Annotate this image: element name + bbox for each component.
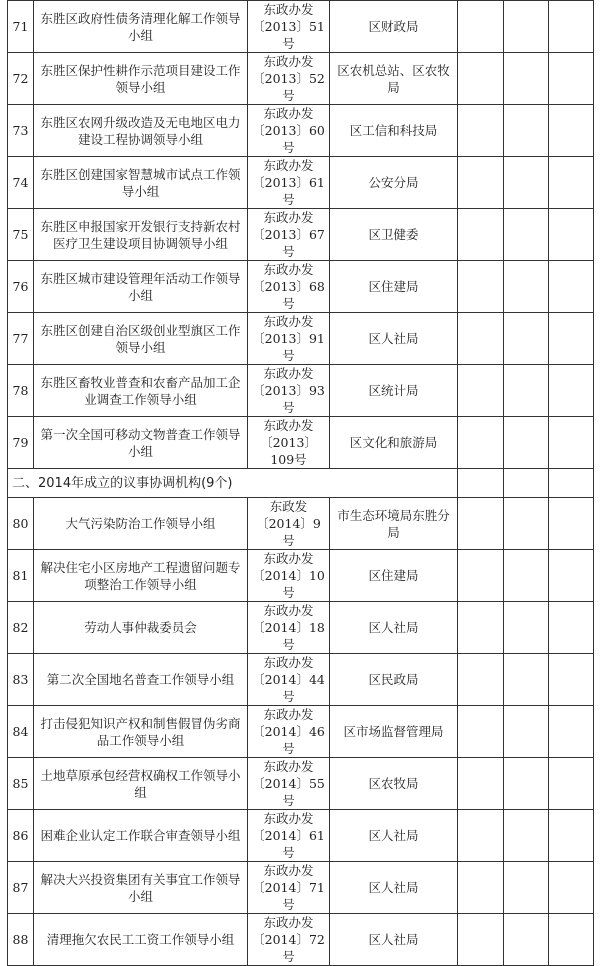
blank-cell [458, 365, 504, 417]
blank-cell [458, 758, 504, 810]
blank-cell [458, 810, 504, 862]
section-title: 二、2014年成立的议事协调机构(9个) [8, 469, 458, 498]
row-number: 74 [8, 157, 34, 209]
blank-cell [504, 417, 549, 469]
document-number: 东政办发〔2014〕46号 [248, 706, 330, 758]
blank-cell [458, 1, 504, 53]
agency-name: 大气污染防治工作领导小组 [34, 498, 248, 550]
blank-cell [458, 157, 504, 209]
row-number: 87 [8, 862, 34, 914]
lead-department: 区住建局 [330, 261, 458, 313]
row-number: 86 [8, 810, 34, 862]
table-row [8, 654, 594, 706]
table-row [8, 550, 594, 602]
agency-name: 东胜区城市建设管理年活动工作领导小组 [34, 261, 248, 313]
blank-cell [458, 550, 504, 602]
lead-department: 区农机总站、区农牧局 [330, 53, 458, 105]
blank-cell [504, 550, 549, 602]
document-number: 东政办发〔2013〕68号 [248, 261, 330, 313]
blank-cell [504, 313, 549, 365]
table-body-2014 [8, 498, 594, 966]
agency-name: 东胜区创建自治区级创业型旗区工作领导小组 [34, 313, 248, 365]
agency-name: 东胜区创建国家智慧城市试点工作领导小组 [34, 157, 248, 209]
blank-cell [549, 550, 594, 602]
row-number: 78 [8, 365, 34, 417]
row-number: 72 [8, 53, 34, 105]
blank-cell [504, 365, 549, 417]
blank-cell [458, 706, 504, 758]
document-number: 东政办发〔2013〕61号 [248, 157, 330, 209]
row-number: 75 [8, 209, 34, 261]
document-number: 东政办发〔2013〕60号 [248, 105, 330, 157]
agency-name: 解决住宅小区房地产工程遗留问题专项整治工作领导小组 [34, 550, 248, 602]
blank-cell [504, 810, 549, 862]
row-number: 83 [8, 654, 34, 706]
lead-department: 区文化和旅游局 [330, 417, 458, 469]
row-number: 80 [8, 498, 34, 550]
agency-name: 东胜区畜牧业普查和农畜产品加工企业调查工作领导小组 [34, 365, 248, 417]
row-number: 71 [8, 1, 34, 53]
row-number: 81 [8, 550, 34, 602]
lead-department: 区人社局 [330, 602, 458, 654]
lead-department: 公安分局 [330, 157, 458, 209]
table-section-2014 [8, 469, 594, 498]
table-row [8, 862, 594, 914]
lead-department: 区统计局 [330, 365, 458, 417]
lead-department: 区市场监督管理局 [330, 706, 458, 758]
blank-cell [549, 261, 594, 313]
table-row [8, 417, 594, 469]
blank-cell [549, 469, 594, 498]
blank-cell [458, 209, 504, 261]
lead-department: 区卫健委 [330, 209, 458, 261]
lead-department: 区财政局 [330, 1, 458, 53]
row-number: 84 [8, 706, 34, 758]
table-row [8, 758, 594, 810]
document-number: 东政办发〔2013〕51号 [248, 1, 330, 53]
table-body-2013 [8, 1, 594, 469]
blank-cell [504, 498, 549, 550]
blank-cell [504, 1, 549, 53]
blank-cell [458, 53, 504, 105]
blank-cell [504, 654, 549, 706]
blank-cell [549, 810, 594, 862]
blank-cell [549, 654, 594, 706]
document-number: 东政发〔2014〕9号 [248, 498, 330, 550]
lead-department: 区住建局 [330, 550, 458, 602]
document-number: 东政办发〔2013〕52号 [248, 53, 330, 105]
row-number: 79 [8, 417, 34, 469]
agency-name: 东胜区申报国家开发银行支持新农村医疗卫生建设项目协调领导小组 [34, 209, 248, 261]
blank-cell [549, 365, 594, 417]
table-row [8, 209, 594, 261]
blank-cell [504, 53, 549, 105]
lead-department: 区人社局 [330, 810, 458, 862]
document-number: 东政办发〔2014〕44号 [248, 654, 330, 706]
table-row [8, 313, 594, 365]
blank-cell [549, 602, 594, 654]
table-row [8, 602, 594, 654]
table-row [8, 1, 594, 53]
blank-cell [549, 758, 594, 810]
blank-cell [458, 105, 504, 157]
lead-department: 区农牧局 [330, 758, 458, 810]
blank-cell [458, 654, 504, 706]
document-number: 东政办发〔2013〕67号 [248, 209, 330, 261]
agency-name: 东胜区政府性债务清理化解工作领导小组 [34, 1, 248, 53]
blank-cell [504, 758, 549, 810]
blank-cell [504, 862, 549, 914]
table-row [8, 105, 594, 157]
blank-cell [504, 157, 549, 209]
lead-department: 区人社局 [330, 914, 458, 966]
section-header-row [8, 469, 594, 498]
agency-name: 打击侵犯知识产权和制售假冒伪劣商品工作领导小组 [34, 706, 248, 758]
agency-name: 清理拖欠农民工工资工作领导小组 [34, 914, 248, 966]
document-number: 东政办发〔2013〕109号 [248, 417, 330, 469]
blank-cell [458, 313, 504, 365]
agency-name: 东胜区农网升级改造及无电地区电力建设工程协调领导小组 [34, 105, 248, 157]
lead-department: 区工信和科技局 [330, 105, 458, 157]
agency-name: 困难企业认定工作联合审查领导小组 [34, 810, 248, 862]
document-number: 东政办发〔2014〕61号 [248, 810, 330, 862]
blank-cell [549, 706, 594, 758]
row-number: 82 [8, 602, 34, 654]
row-number: 77 [8, 313, 34, 365]
table-row [8, 498, 594, 550]
document-number: 东政办发〔2014〕55号 [248, 758, 330, 810]
blank-cell [549, 53, 594, 105]
blank-cell [549, 105, 594, 157]
blank-cell [458, 417, 504, 469]
row-number: 73 [8, 105, 34, 157]
document-number: 东政办发〔2014〕18号 [248, 602, 330, 654]
coordination-agencies-table [7, 0, 594, 966]
blank-cell [549, 1, 594, 53]
blank-cell [504, 706, 549, 758]
row-number: 88 [8, 914, 34, 966]
blank-cell [549, 417, 594, 469]
table-row [8, 706, 594, 758]
row-number: 85 [8, 758, 34, 810]
table-row [8, 157, 594, 209]
blank-cell [504, 914, 549, 966]
blank-cell [549, 862, 594, 914]
blank-cell [549, 209, 594, 261]
blank-cell [458, 914, 504, 966]
agency-name: 解决大兴投资集团有关事宜工作领导小组 [34, 862, 248, 914]
blank-cell [458, 862, 504, 914]
blank-cell [504, 469, 549, 498]
agency-name: 东胜区保护性耕作示范项目建设工作领导小组 [34, 53, 248, 105]
document-number: 东政办发〔2014〕72号 [248, 914, 330, 966]
blank-cell [458, 261, 504, 313]
blank-cell [549, 313, 594, 365]
table-row [8, 365, 594, 417]
blank-cell [504, 105, 549, 157]
agency-name: 第二次全国地名普查工作领导小组 [34, 654, 248, 706]
document-number: 东政办发〔2013〕93号 [248, 365, 330, 417]
agency-name: 劳动人事仲裁委员会 [34, 602, 248, 654]
lead-department: 区民政局 [330, 654, 458, 706]
blank-cell [504, 261, 549, 313]
lead-department: 区人社局 [330, 313, 458, 365]
document-number: 东政办发〔2014〕71号 [248, 862, 330, 914]
blank-cell [504, 602, 549, 654]
table-row [8, 261, 594, 313]
document-number: 东政办发〔2014〕10号 [248, 550, 330, 602]
lead-department: 市生态环境局东胜分局 [330, 498, 458, 550]
table-row [8, 53, 594, 105]
blank-cell [504, 209, 549, 261]
agency-name: 第一次全国可移动文物普查工作领导小组 [34, 417, 248, 469]
lead-department: 区人社局 [330, 862, 458, 914]
document-number: 东政办发〔2013〕91号 [248, 313, 330, 365]
row-number: 76 [8, 261, 34, 313]
blank-cell [549, 914, 594, 966]
agency-name: 土地草原承包经营权确权工作领导小组 [34, 758, 248, 810]
blank-cell [458, 498, 504, 550]
blank-cell [549, 157, 594, 209]
blank-cell [549, 498, 594, 550]
blank-cell [458, 469, 504, 498]
blank-cell [458, 602, 504, 654]
table-row [8, 914, 594, 966]
table-row [8, 810, 594, 862]
